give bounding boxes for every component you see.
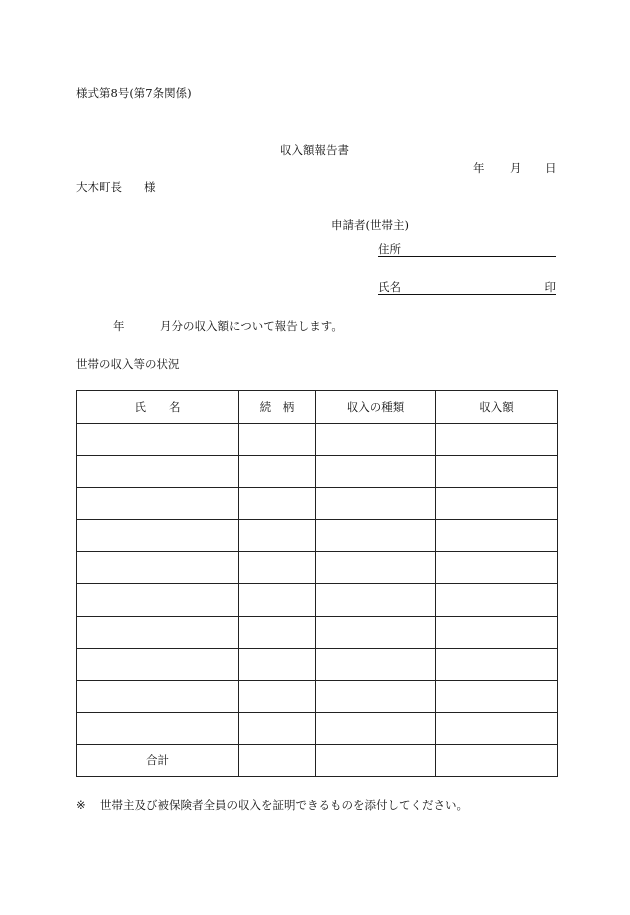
relationship-cell[interactable] (239, 552, 316, 584)
name-cell[interactable] (77, 712, 239, 744)
date-day-label: 日 (545, 161, 557, 175)
income-type-cell[interactable] (316, 648, 436, 680)
column-header-name: 氏 名 (77, 391, 239, 424)
name-field[interactable] (378, 279, 556, 295)
relationship-cell[interactable] (239, 520, 316, 552)
income-type-cell[interactable] (316, 456, 436, 488)
income-amount-cell[interactable] (436, 552, 558, 584)
table-row (77, 648, 558, 680)
table-row (77, 712, 558, 744)
name-cell[interactable] (77, 552, 239, 584)
income-amount-cell[interactable] (436, 584, 558, 616)
income-type-cell[interactable] (316, 712, 436, 744)
income-type-cell[interactable] (316, 488, 436, 520)
column-header-income-type: 収入の種類 (316, 391, 436, 424)
income-type-cell[interactable] (316, 520, 436, 552)
total-row (77, 744, 558, 776)
total-relationship-cell (239, 744, 316, 776)
relationship-cell[interactable] (239, 616, 316, 648)
income-amount-cell[interactable] (436, 488, 558, 520)
name-cell[interactable] (77, 456, 239, 488)
income-amount-cell[interactable] (436, 712, 558, 744)
note-mark: ※ (76, 798, 86, 812)
name-cell[interactable] (77, 584, 239, 616)
income-amount-cell[interactable] (436, 456, 558, 488)
report-text: 月分の収入額について報告します。 (160, 319, 343, 333)
name-cell[interactable] (77, 424, 239, 456)
name-cell[interactable] (77, 520, 239, 552)
report-year-label: 年 (113, 319, 125, 333)
column-header-income-amount: 収入額 (436, 391, 558, 424)
addressee (76, 179, 156, 195)
income-type-cell[interactable] (316, 584, 436, 616)
total-income-type-cell (316, 744, 436, 776)
income-type-cell[interactable] (316, 680, 436, 712)
table-row (77, 424, 558, 456)
name-cell[interactable] (77, 488, 239, 520)
document-title: 収入額報告書 (280, 143, 349, 157)
addressee-name: 大木町長 (76, 180, 122, 194)
relationship-cell[interactable] (239, 584, 316, 616)
table-row (77, 456, 558, 488)
attachment-note (76, 797, 468, 813)
applicant-heading: 申請者(世帯主) (331, 218, 409, 232)
name-cell[interactable] (77, 616, 239, 648)
addressee-honorific: 様 (144, 180, 156, 194)
relationship-cell[interactable] (239, 680, 316, 712)
total-label: 合計 (77, 744, 239, 776)
household-income-table (76, 390, 558, 777)
name-label: 氏名 (378, 280, 401, 294)
income-amount-cell[interactable] (436, 520, 558, 552)
address-label: 住所 (378, 242, 401, 256)
table-row (77, 488, 558, 520)
income-amount-cell[interactable] (436, 680, 558, 712)
income-amount-cell[interactable] (436, 424, 558, 456)
date-year-label: 年 (473, 161, 485, 175)
table-row (77, 552, 558, 584)
form-number: 様式第8号(第7条関係) (76, 86, 192, 100)
table-row (77, 520, 558, 552)
relationship-cell[interactable] (239, 456, 316, 488)
relationship-cell[interactable] (239, 424, 316, 456)
income-type-cell[interactable] (316, 552, 436, 584)
total-amount-cell[interactable] (436, 744, 558, 776)
relationship-cell[interactable] (239, 648, 316, 680)
relationship-cell[interactable] (239, 712, 316, 744)
table-row (77, 616, 558, 648)
table-row (77, 584, 558, 616)
table-header-row (77, 391, 558, 424)
table-row (77, 680, 558, 712)
seal-label: 印 (544, 280, 556, 294)
income-type-cell[interactable] (316, 616, 436, 648)
name-cell[interactable] (77, 680, 239, 712)
section-heading: 世帯の収入等の状況 (76, 357, 180, 371)
income-amount-cell[interactable] (436, 616, 558, 648)
income-amount-cell[interactable] (436, 648, 558, 680)
address-field[interactable] (378, 241, 556, 257)
note-text: 世帯主及び被保険者全員の収入を証明できるものを添付してください。 (100, 798, 468, 812)
relationship-cell[interactable] (239, 488, 316, 520)
income-type-cell[interactable] (316, 424, 436, 456)
date-month-label: 月 (510, 161, 522, 175)
report-line (113, 318, 343, 334)
name-cell[interactable] (77, 648, 239, 680)
column-header-relationship: 続 柄 (239, 391, 316, 424)
